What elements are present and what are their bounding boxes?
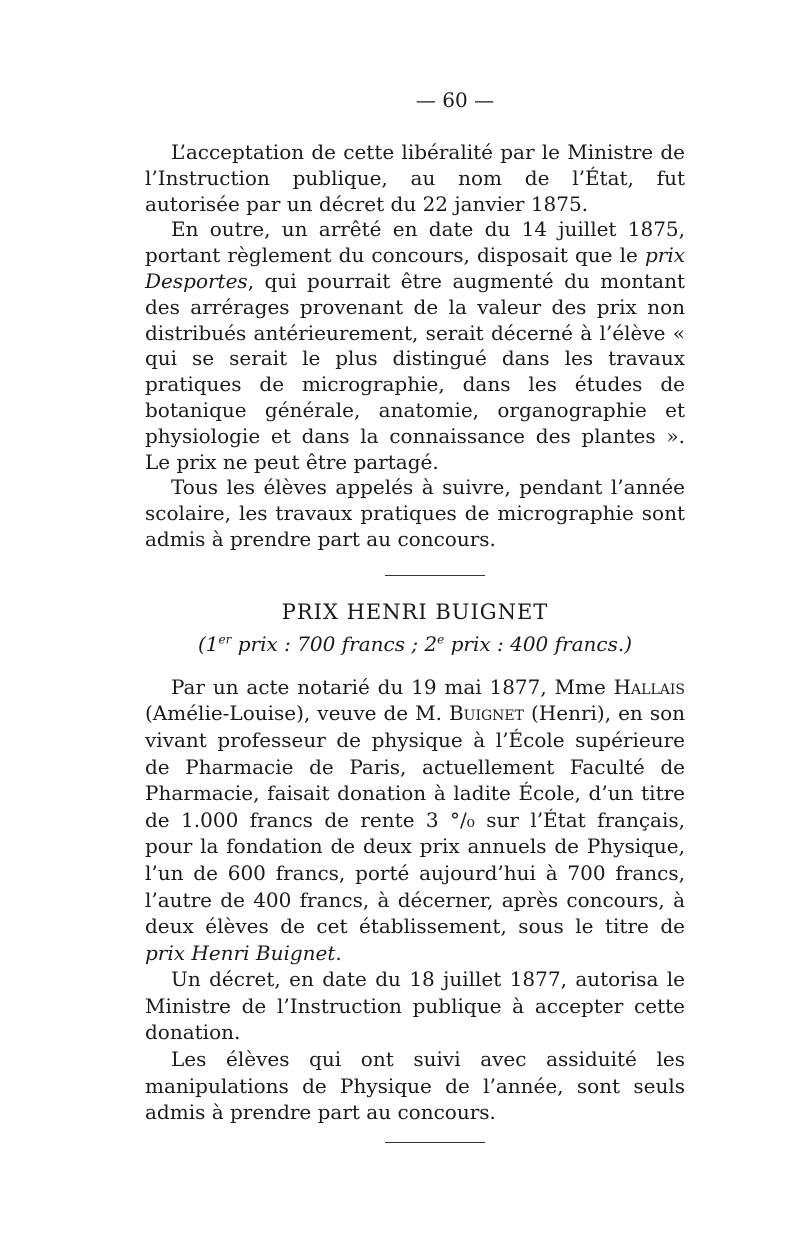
section-desportes-continuation — [145, 140, 685, 553]
paragraph-decret: Un décret, en date du 18 juillet 1877, autorisa le Ministre de l’Instruction publique à accepter cette donation. — [145, 967, 685, 1045]
paragraph-acceptation: L’acceptation de cette libéralité par le Ministre de l’Instruction publique, au nom de l’État, fut autorisée par un décret du 22 janvier 1875. — [145, 140, 685, 216]
section-subtitle — [145, 632, 685, 656]
person-name-hallais: Hallais — [613, 674, 685, 699]
page-number: — 60 — — [415, 88, 495, 112]
paragraph-arrete — [145, 217, 685, 475]
section-title: PRIX HENRI BUIGNET — [281, 599, 549, 624]
end-divider — [385, 1142, 485, 1143]
text-run: . — [335, 940, 342, 965]
person-name-buignet: Buignet — [448, 701, 524, 726]
prize-name-desportes: prix Desportes — [145, 243, 685, 293]
paragraph-admission: Les élèves qui ont suivi avec assiduité les manipulations de Physique de l’année, sont seuls admis à prendre part au concours. — [145, 1047, 685, 1125]
text-run: (Amélie-Louise), veuve de M. — [145, 701, 442, 726]
text-run: En outre, un arrêté en date du 14 juillet 1875, portant règlement du concours, disposait que le — [145, 217, 685, 268]
superscript: er — [218, 632, 232, 647]
text-run: prix : 700 francs ; 2 — [231, 631, 438, 656]
text-run: (1 — [197, 631, 219, 656]
text-run: , qui pourrait être augmenté du montant des arrérages provenant de la valeur des prix non distribués antérieurement, serait décerné à l’élève « qui se serait le plus distingué dans les travaux pratiques de micrographie, dans les études de botanique générale, anatomie, organographie et physiologie et dans la connaissance des plantes ». Le prix ne peut être partagé. — [145, 268, 685, 474]
text-run: prix : 400 francs.) — [444, 631, 633, 656]
text-run: Par un acte notarié du 19 mai 1877, Mme — [171, 674, 606, 699]
superscript: e — [437, 632, 445, 647]
prize-name-buignet: prix Henri Buignet — [145, 940, 336, 965]
text-run: (Henri), en son vivant professeur de physique à l’École supérieure de Pharmacie de Paris, actuellement Faculté de Pharmacie, faisait donation à ladite École, d’un titre de 1.000 francs de rente 3 °/₀ sur l’État français, pour la fondation de deux prix annuels de Physique, l’un de 600 francs, porté aujourd’hui à 700 francs, l’autre de 400 francs, à décerner, après concours, à deux élèves de cet établissement, sous le titre de — [145, 701, 686, 939]
section-divider — [385, 575, 485, 576]
section-prix-henri-buignet — [145, 600, 685, 1126]
paragraph-acte-notarie — [145, 674, 685, 967]
paragraph-eleves: Tous les élèves appelés à suivre, pendant l’année scolaire, les travaux pratiques de micrographie sont admis à prendre part au concours. — [145, 475, 685, 551]
